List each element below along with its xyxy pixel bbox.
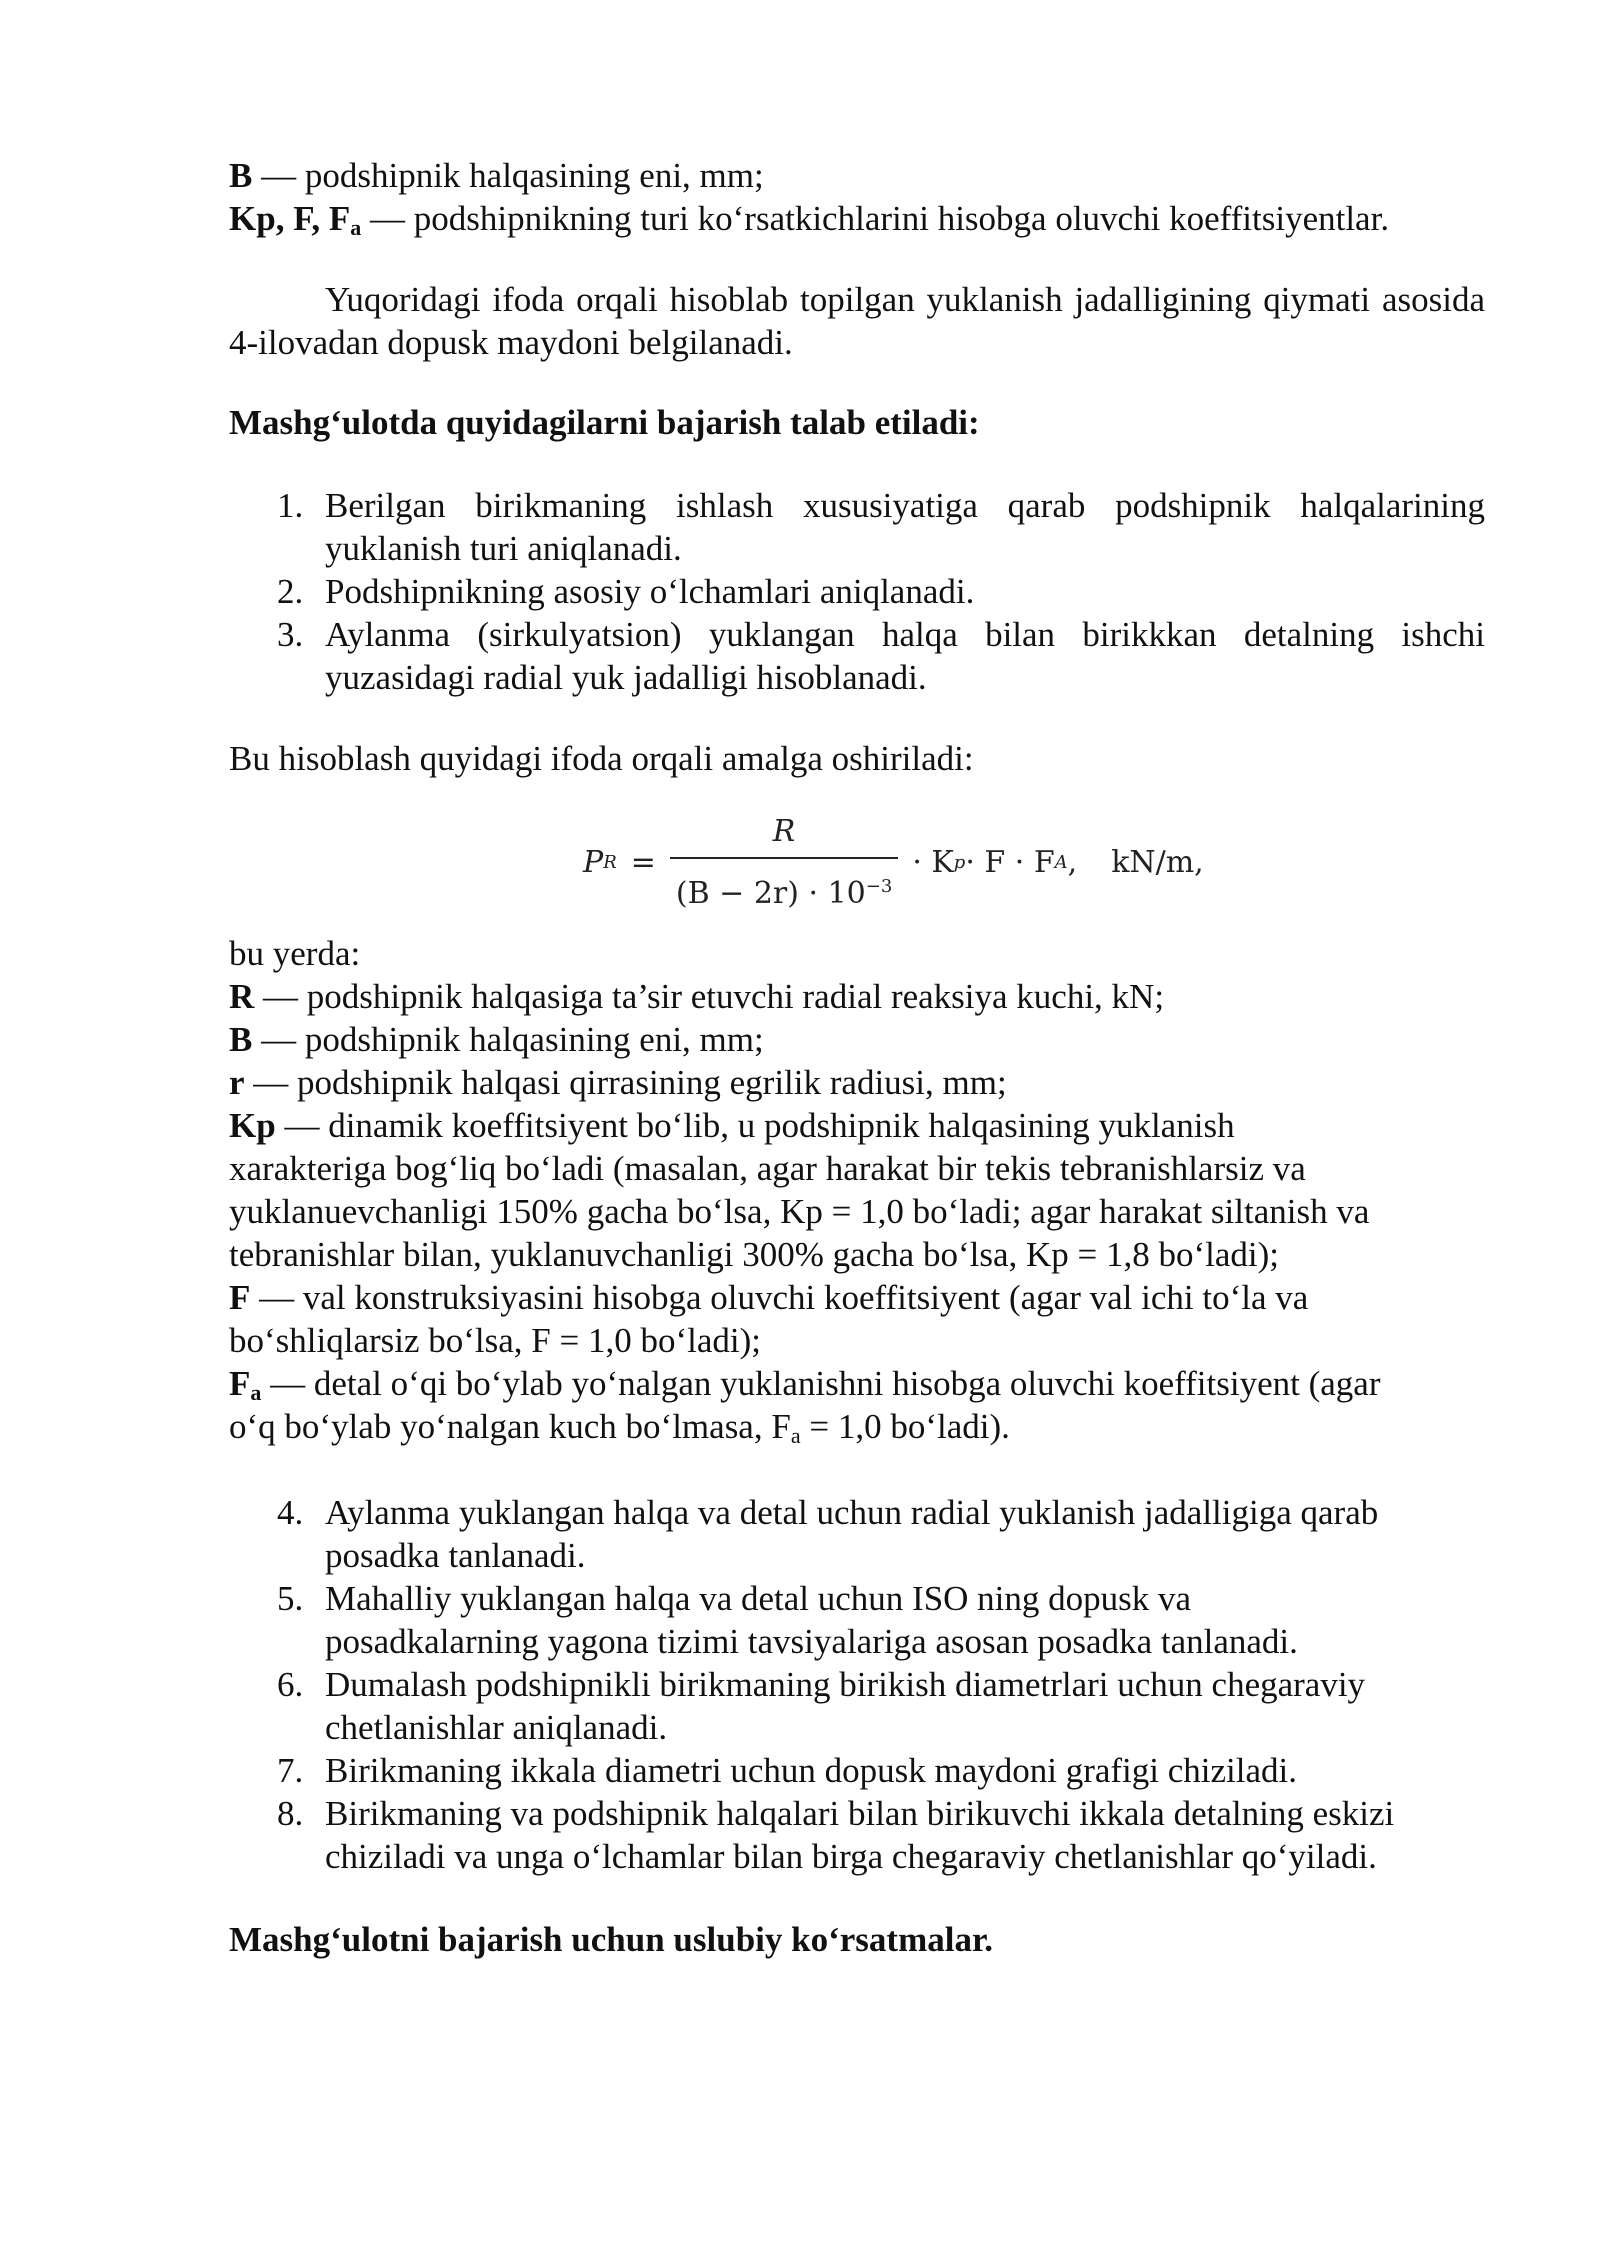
radial-load-formula: P R = $\frac{R}{(B - 2r) \cdot 10^{-3}}$ · K p · F · F A , kN/m,: [583, 812, 1204, 912]
list-item: 7. Birikmaning ikkala diametri uchun dopusk maydoni grafigi chiziladi.: [277, 1751, 1298, 1790]
list-item: 4. Aylanma yuklangan halqa va detal uchun radial yuklanish jadalligiga qarab posadka tanlanadi.: [277, 1493, 1379, 1575]
definition-R: R — podshipnik halqasiga ta’sir etuvchi radial reaksiya kuchi, kN;: [229, 977, 1165, 1016]
list-item: 1. Berilgan birikmaning ishlash xususiyatiga qarab podshipnik halqalarining yuklanish turi aniqlanadi.: [277, 486, 1485, 568]
where-label: bu yerda:: [229, 934, 361, 973]
section-heading-tasks: Mashg‘ulotda quyidagilarni bajarish talab etiladi:: [229, 403, 980, 442]
definition-Kp-F-Fa: Kp, F, $F_a$ — podshipnikning turi ko‘rsatkichlarini hisobga oluvchi koeffitsiyentlar.: [229, 199, 1390, 240]
definitions-main: [229, 932, 1485, 1448]
definition-r: r — podshipnik halqasi qirrasining egrilik radiusi, mm;: [229, 1063, 1007, 1102]
definition-F: F — val konstruksiyasini hisobga oluvchi koeffitsiyent (agar val ichi to‘la va bo‘shliqlarsiz bo‘lsa, F = 1,0 bo‘ladi);: [229, 1278, 1309, 1360]
definition-B: B — podshipnik halqasining eni, mm;: [229, 1020, 764, 1059]
task-list-part1: [229, 484, 1485, 699]
list-item: 8. Birikmaning va podshipnik halqalari bilan birikuvchi ikkala detalning eskizi chiziladi va unga o‘lchamlar bilan birga chegaraviy chetlanishlar qo‘yiladi.: [277, 1794, 1395, 1876]
definition-Kp: Kp — dinamik koeffitsiyent bo‘lib, u podshipnik halqasining yuklanish xarakteriga bog‘liq bo‘ladi (masalan, agar harakat bir tekis tebranishlarsiz va yuklanuevchanligi 150% gacha bo‘lsa, Kp = 1,0 bo‘ladi; agar harakat siltanish va tebranishlar bilan, yuklanuvchanligi 300% gacha bo‘lsa, Kp = 1,8 bo‘ladi);: [229, 1106, 1370, 1274]
definition-Fa: $F_a$ — detal o‘qi bo‘ylab yo‘nalgan yuklanishni hisobga oluvchi koeffitsiyent (agar o‘q bo‘ylab yo‘nalgan kuch bo‘lmasa, $F_a = 1,0$ bo‘ladi).: [229, 1364, 1381, 1448]
section-heading-guidelines: Mashg‘ulotni bajarish uchun uslubiy ko‘rsatmalar.: [229, 1920, 994, 1959]
list-item: 5. Mahalliy yuklangan halqa va detal uchun ISO ning dopusk va posadkalarning yagona tizimi tavsiyalariga asosan posadka tanlanadi.: [277, 1579, 1298, 1661]
list-item: 2. Podshipnikning asosiy o‘lchamlari aniqlanadi.: [277, 572, 975, 611]
list-item: 6. Dumalash podshipnikli birikmaning birikish diametrlari uchun chegaraviy chetlanishlar aniqlanadi.: [277, 1665, 1366, 1747]
paragraph-formula-intro: Bu hisoblash quyidagi ifoda orqali amalga oshiriladi:: [229, 739, 974, 778]
paragraph-dopusk: Yuqoridagi ifoda orqali hisoblab topilgan yuklanish jadalligining qiymati asosida 4-ilovadan dopusk maydoni belgilanadi.: [229, 280, 1485, 362]
formula-fraction: $\frac{R}{(B - 2r) \cdot 10^{-3}}$: [670, 810, 898, 915]
definitions-top: [229, 154, 1485, 240]
list-item: 3. Aylanma (sirkulyatsion) yuklangan halqa bilan birikkkan detalning ishchi yuzasidagi radial yuk jadalligi hisoblanadi.: [277, 615, 1485, 697]
definition-B-top: B — podshipnik halqasining eni, mm;: [229, 156, 764, 195]
task-list-part2: [229, 1491, 1485, 1878]
